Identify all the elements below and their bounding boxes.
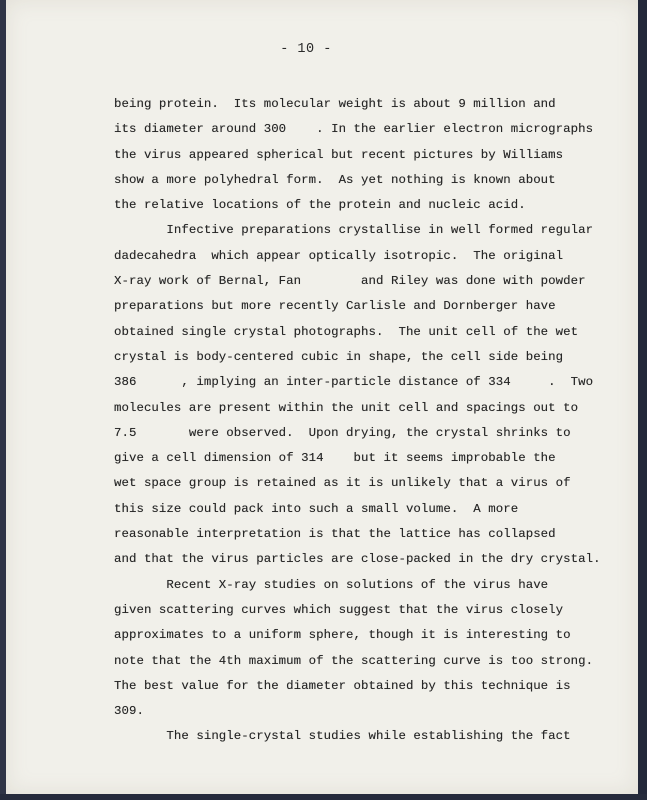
text-line: Infective preparations crystallise in well formed regular (114, 223, 594, 238)
text-line: 309. (114, 704, 144, 719)
text-line: this size could pack into such a small volume. A more (114, 501, 519, 516)
page-number: - 10 - (280, 42, 332, 57)
text-line: obtained single crystal photographs. The unit cell of the wet (114, 324, 579, 339)
text-line: The best value for the diameter obtained by this technique is (114, 678, 571, 693)
text-line: dadecahedra which appear optically isotropic. The original (114, 248, 564, 263)
text-line: the virus appeared spherical but recent pictures by Williams (114, 147, 564, 162)
text-line: note that the 4th maximum of the scattering curve is too strong. (114, 653, 594, 668)
text-line: The single-crystal studies while establishing the fact (114, 729, 571, 744)
text-line: the relative locations of the protein and nucleic acid. (114, 198, 526, 213)
page-bottom-edge (0, 794, 647, 800)
text-line: approximates to a uniform sphere, though it is interesting to (114, 628, 571, 643)
text-line: Recent X-ray studies on solutions of the virus have (114, 577, 549, 592)
text-line: 7.5 were observed. Upon drying, the crystal shrinks to (114, 425, 571, 440)
text-line: molecules are present within the unit cell and spacings out to (114, 400, 579, 415)
page-edge-shadow (638, 0, 647, 800)
text-line: given scattering curves which suggest that the virus closely (114, 602, 564, 617)
text-line: preparations but more recently Carlisle and Dornberger have (114, 299, 556, 314)
text-line: crystal is body-centered cubic in shape, the cell side being (114, 349, 564, 364)
text-line: X-ray work of Bernal, Fan and Riley was done with powder (114, 274, 586, 289)
text-line: wet space group is retained as it is unlikely that a virus of (114, 476, 571, 491)
text-line: its diameter around 300 . In the earlier electron micrographs (114, 122, 594, 137)
text-line: reasonable interpretation is that the lattice has collapsed (114, 527, 556, 542)
text-line: show a more polyhedral form. As yet nothing is known about (114, 172, 556, 187)
body-text (114, 92, 614, 750)
text-line: and that the virus particles are close-packed in the dry crystal. (114, 552, 601, 567)
text-line: being protein. Its molecular weight is about 9 million and (114, 97, 556, 111)
document-page (6, 0, 638, 794)
text-line: 386 , implying an inter-particle distance of 334 . Two (114, 375, 594, 390)
text-line: give a cell dimension of 314 but it seems improbable the (114, 451, 556, 466)
